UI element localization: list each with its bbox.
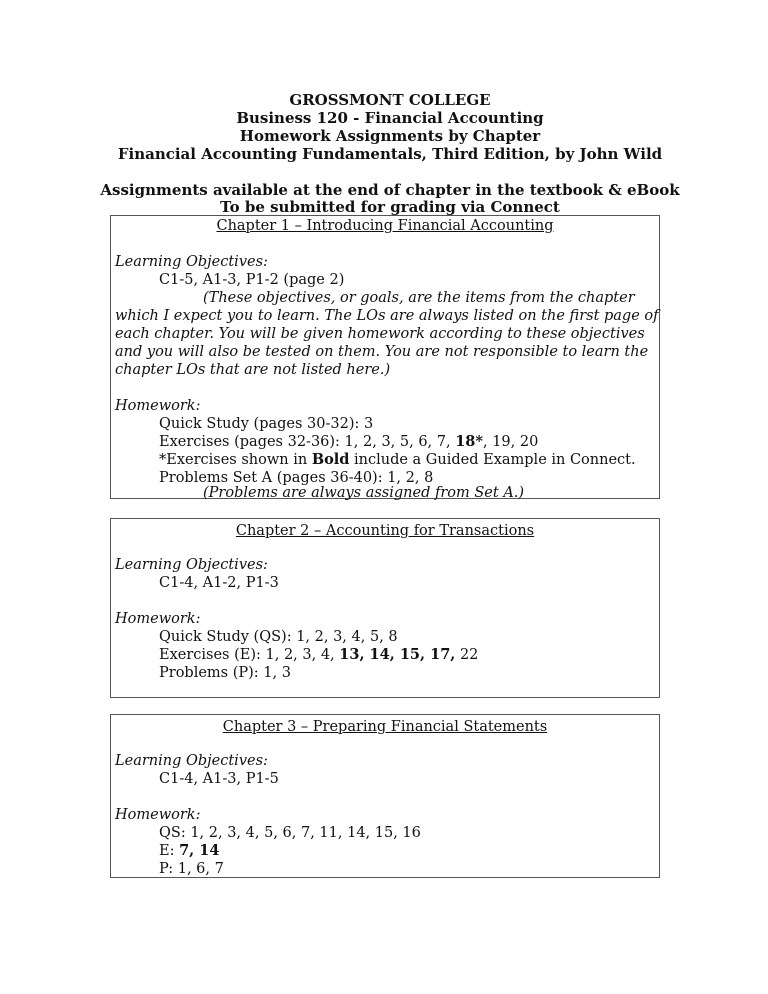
chapter-1-note-line-3: each chapter. You will be given homework according to these objectives <box>115 326 645 342</box>
chapter-1-title: Chapter 1 – Introducing Financial Accounting <box>216 218 554 234</box>
chapter-3-homework-label: Homework: <box>115 807 201 823</box>
chapter-2-problems: Problems (P): 1, 3 <box>159 665 291 681</box>
document-title: Homework Assignments by Chapter <box>239 127 541 145</box>
chapter-3-exercises <box>159 842 219 860</box>
chapter-2-exercises-rest: 22 <box>455 647 479 663</box>
chapter-2-exercises-bold: 13, 14, 15, 17, <box>339 646 456 663</box>
chapter-3-box <box>110 714 660 878</box>
bold-note-bold: Bold <box>311 451 350 468</box>
submission-note: To be submitted for grading via Connect <box>220 198 560 216</box>
bold-note-text: *Exercises shown in <box>159 452 312 468</box>
chapter-3-problems: P: 1, 6, 7 <box>159 861 224 877</box>
chapter-1-lo-label: Learning Objectives: <box>115 254 268 270</box>
chapter-3-exercises-text: E: <box>159 843 180 859</box>
chapter-1-homework-label: Homework: <box>115 398 201 414</box>
chapter-2-title: Chapter 2 – Accounting for Transactions <box>235 523 535 539</box>
chapter-1-note-line-2: which I expect you to learn. The LOs are always listed on the first page of <box>115 308 659 324</box>
textbook-title: Financial Accounting Fundamentals, Third Edition, by John Wild <box>117 145 663 163</box>
chapter-2-homework-label: Homework: <box>115 611 201 627</box>
availability-note: Assignments available at the end of chapter in the textbook & eBook <box>100 181 680 199</box>
course-title: Business 120 - Financial Accounting <box>236 109 544 127</box>
chapter-2-lo-value: C1-4, A1-2, P1-3 <box>159 575 279 591</box>
chapter-3-lo-value: C1-4, A1-3, P1-5 <box>159 771 279 787</box>
chapter-2-exercises <box>159 646 478 664</box>
chapter-3-lo-label: Learning Objectives: <box>115 753 268 769</box>
chapter-1-box <box>110 215 660 499</box>
chapter-1-exercises <box>159 433 538 451</box>
chapter-1-note-line-5: chapter LOs that are not listed here.) <box>115 362 391 378</box>
chapter-2-exercises-text: Exercises (E): 1, 2, 3, 4, <box>159 647 340 663</box>
chapter-1-problems: Problems Set A (pages 36-40): 1, 2, 8 <box>159 470 434 486</box>
chapter-2-quick-study: Quick Study (QS): 1, 2, 3, 4, 5, 8 <box>159 629 398 645</box>
chapter-3-title: Chapter 3 – Preparing Financial Statements <box>222 719 548 735</box>
chapter-3-qs: QS: 1, 2, 3, 4, 5, 6, 7, 11, 14, 15, 16 <box>159 825 421 841</box>
chapter-2-lo-label: Learning Objectives: <box>115 557 268 573</box>
chapter-1-exercises-rest: , 19, 20 <box>482 434 539 450</box>
chapter-1-lo-value: C1-5, A1-3, P1-2 (page 2) <box>159 272 345 288</box>
chapter-1-exercises-text: Exercises (pages 32-36): 1, 2, 3, 5, 6, 7, <box>159 434 456 450</box>
chapter-1-problems-note: (Problems are always assigned from Set A.) <box>203 485 525 501</box>
chapter-1-note-line-1: (These objectives, or goals, are the items from the chapter <box>203 290 635 306</box>
chapter-1-bold-note <box>159 451 636 469</box>
chapter-2-box <box>110 518 660 698</box>
college-name: GROSSMONT COLLEGE <box>289 91 491 109</box>
bold-note-rest: include a Guided Example in Connect. <box>349 452 636 468</box>
chapter-1-quick-study: Quick Study (pages 30-32): 3 <box>159 416 374 432</box>
chapter-1-note-line-4: and you will also be tested on them. You are not responsible to learn the <box>115 344 649 360</box>
chapter-3-exercises-bold: 7, 14 <box>179 842 220 859</box>
chapter-1-exercises-bold: 18* <box>455 433 483 450</box>
